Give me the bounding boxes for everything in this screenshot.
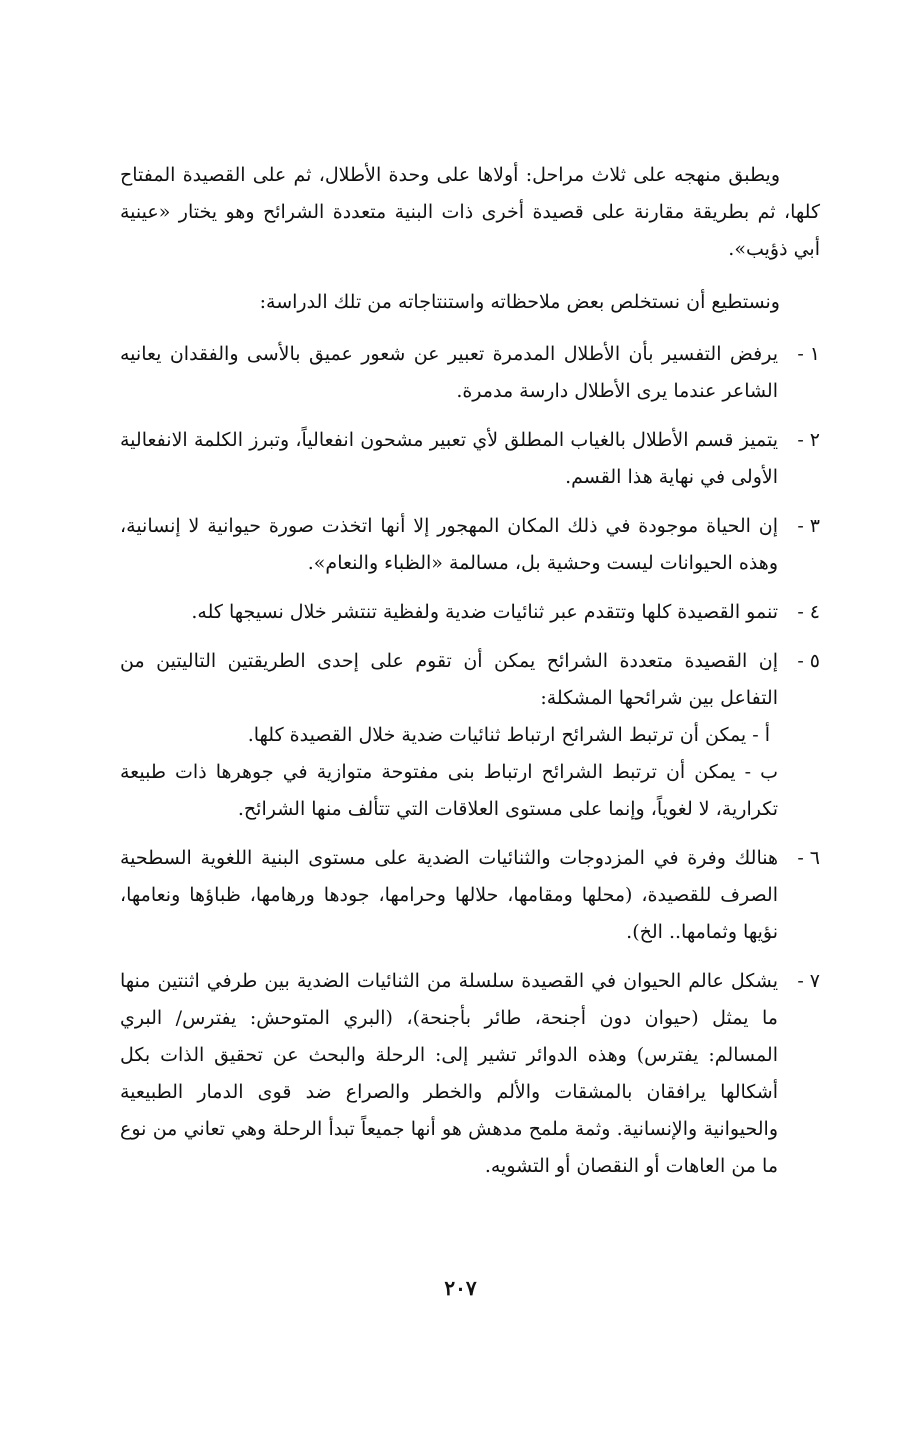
page-number: ٢٠٧ [444,1276,477,1300]
list-item-text: إن القصيدة متعددة الشرائح يمكن أن تقوم على إحدى الطريقتين التاليتين من التفاعل بين شرائحها المشكلة: [120,650,778,709]
list-item-number: ٥ - [797,650,820,672]
list-item-4 [120,594,820,631]
list-item-number: ٦ - [797,847,820,869]
list-item-text: هنالك وفرة في المزدوجات والثنائيات الضدية على مستوى البنية اللغوية السطحية الصرف للقصيدة، (محلها ومقامها، حلالها وحرامها، جودها ورهامها، ظباؤها ونعامها، نؤيها وثمامها.. الخ). [120,847,778,943]
list-item-text: يشكل عالم الحيوان في القصيدة سلسلة من الثنائيات الضدية بين طرفي اثنتين منها ما يمثل (حيوان دون أجنحة، طائر بأجنحة)، (البري المتوحش: يفترس/ البري المسالم: يفترس) وهذه الدوائر تشير إلى: الرحلة والبحث عن تحقيق الذات بكل أشكالها يرافقان بالمشقات والألم والخطر والصراع ضد قوى الدمار الطبيعية والحيوانية والإنسانية. وثمة ملمح مدهش هو أنها جميعاً تبدأ الرحلة وهي تعاني من نوع ما من العاهات أو النقصان أو التشويه. [120,970,778,1177]
intro-paragraph-2: ونستطيع أن نستخلص بعض ملاحظاته واستنتاجاته من تلك الدراسة: [259,291,780,313]
list-item-5 [120,643,820,828]
list-item-7 [120,963,820,1185]
intro-paragraph-1: ويطبق منهجه على ثلاث مراحل: أولاها على وحدة الأطلال، ثم على القصيدة المفتاح كلها، ثم بطريقة مقارنة على قصيدة أخرى ذات البنية متعددة الشرائح وهو يختار «عينية أبي ذؤيب». [120,164,820,260]
list-item-number: ٢ - [797,429,820,451]
sub-item-a: أ - يمكن أن ترتبط الشرائح ارتباط ثنائيات ضدية خلال القصيدة كلها. [247,724,770,746]
list-item-text: يرفض التفسير بأن الأطلال المدمرة تعبير عن شعور عميق بالأسى والفقدان يعانيه الشاعر عندما يرى الأطلال دارسة مدمرة. [120,343,778,402]
list-item-text: تنمو القصيدة كلها وتتقدم عبر ثنائيات ضدية ولفظية تنتشر خلال نسيجها كله. [191,601,778,623]
list-item-number: ٤ - [797,601,820,623]
list-item-2 [120,422,820,496]
list-item-6 [120,840,820,951]
list-item-number: ١ - [797,343,820,365]
list-item-3 [120,508,820,582]
numbered-list [120,336,820,1185]
list-item-number: ٧ - [797,970,820,992]
list-item-number: ٣ - [797,515,820,537]
intro-section [120,157,820,321]
list-item-body [120,643,778,828]
list-item-1 [120,336,820,410]
sub-item-b: ب - يمكن أن ترتبط الشرائح ارتباط بنى مفتوحة متوازية في جوهرها ذات طبيعة تكرارية، لا لغوياً، وإنما على مستوى العلاقات التي تتألف منها الشرائح. [120,761,778,820]
list-item-text: يتميز قسم الأطلال بالغياب المطلق لأي تعبير مشحون انفعالياً، وتبرز الكلمة الانفعالية الأولى في نهاية هذا القسم. [120,429,778,488]
list-item-text: إن الحياة موجودة في ذلك المكان المهجور إلا أنها اتخذت صورة حيوانية لا إنسانية، وهذه الحيوانات ليست وحشية بل، مسالمة «الظباء والنعام». [120,515,778,574]
